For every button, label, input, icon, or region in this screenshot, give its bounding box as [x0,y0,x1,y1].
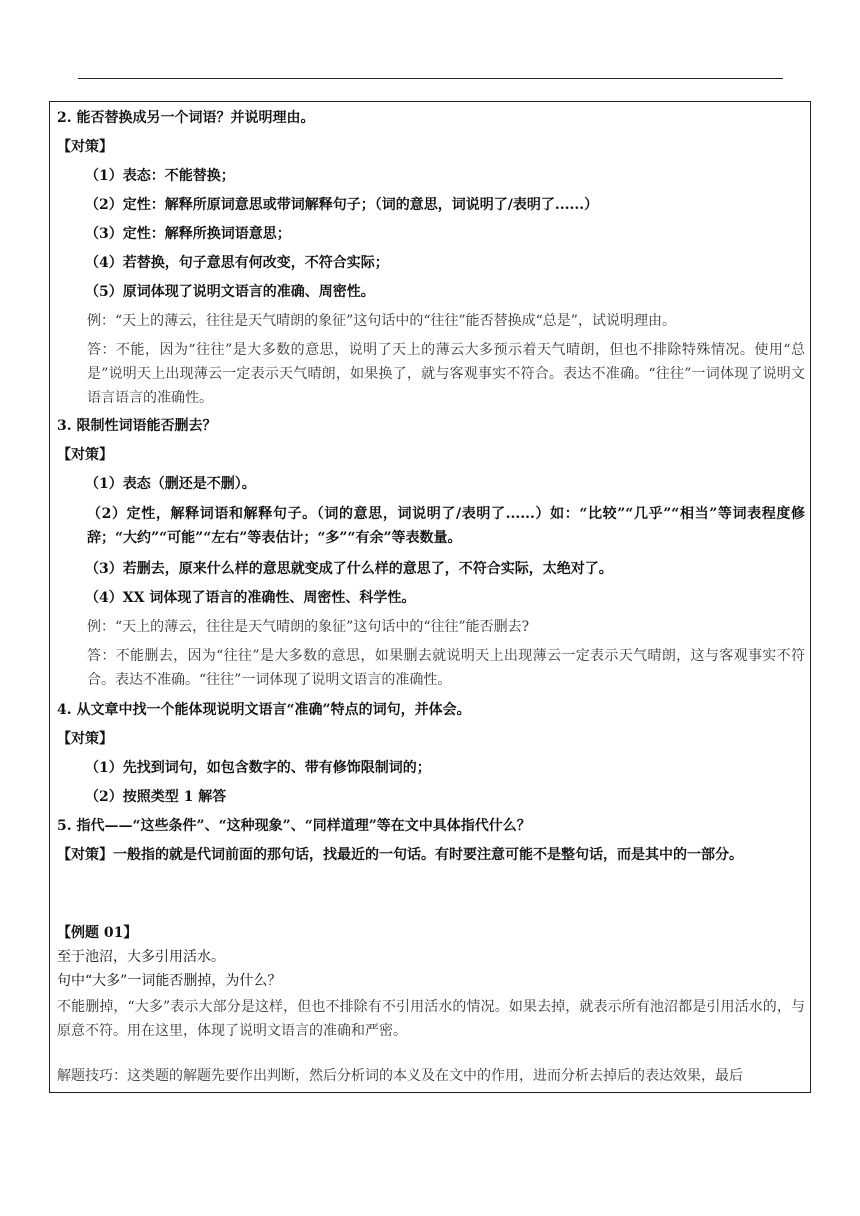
q3-answer: 答：不能删去，因为“往往”是大多数的意思，如果删去就说明天上出现薄云一定表示天气晴朗，这与客观事实不符合。表达不准确。“往往”一词体现了说明文语言的准确性。 [87,648,805,688]
q2-answer: 答：不能，因为“往往”是大多数的意思，说明了天上的薄云大多预示着天气晴朗，但也不排除特殊情况。使用“总是”说明天上出现薄云一定表示天气晴朗，如果换了，就与客观事实不符合。表达不准确。“往往”一词体现了说明文语言语言的准确性。 [87,342,806,406]
q2-step-1: （1）表态：不能替换； [85,168,235,184]
example01-label: 【例题 01】 [57,925,138,941]
q2-step-2: （2）定性：解释所原词意思或带词解释句子；（词的意思，词说明了/表明了......） [85,197,599,213]
example01-question: 句中“大多”一词能否删掉，为什么？ [57,973,282,989]
header-rule [78,78,783,79]
q3-step-4: （4）XX 词体现了语言的准确性、周密性、科学性。 [85,590,416,606]
example01-text: 至于池沼，大多引用活水。 [57,949,225,965]
q5-strategy: 【对策】一般指的就是代词前面的那句话，找最近的一句话。有时要注意可能不是整句话，而是其中的一部分。 [57,847,743,863]
q2-step-3: （3）定性：解释所换词语意思； [85,226,291,242]
q3-example: 例：“天上的薄云，往往是天气晴朗的象征”这句话中的“往往”能否删去? [87,619,530,635]
q2-step-5: （5）原词体现了说明文语言的准确、周密性。 [85,284,375,300]
q3-strategy-label: 【对策】 [57,447,113,463]
q3-heading: 3. 限制性词语能否删去？ [57,418,217,434]
content-box [49,101,811,1093]
q3-step-2: （2）定性，解释词语和解释句子。（词的意思，词说明了/表明了......）如：“比较”“几乎”“相当”等词表程度修辞；“大约”“可能”“左右”等表估计；“多”“有余”等表数量。 [87,506,805,546]
q2-example: 例：“天上的薄云，往往是天气晴朗的象征”这句话中的“往往”能否替换成“总是”，试说明理由。 [87,313,676,329]
q3-step-1: （1）表态（删还是不删）。 [85,476,256,492]
example01-answer: 不能删掉，“大多”表示大部分是这样，但也不排除有不引用活水的情况。如果去掉，就表示所有池沼都是引用活水的，与原意不符。用在这里，体现了说明文语言的准确和严密。 [57,999,805,1039]
q2-heading: 2. 能否替换成另一个词语？并说明理由。 [57,110,315,126]
q3-step-3: （3）若删去，原来什么样的意思就变成了什么样的意思了，不符合实际，太绝对了。 [85,561,613,577]
q4-strategy-label: 【对策】 [57,731,113,747]
q5-heading: 5. 指代——“这些条件”、“这种现象”、“同样道理”等在文中具体指代什么？ [57,818,531,834]
q2-step-4: （4）若替换，句子意思有何改变，不符合实际； [85,255,389,271]
q4-step-1: （1）先找到词句，如包含数字的、带有修饰限制词的； [85,760,431,776]
q4-heading: 4. 从文章中找一个能体现说明文语言“准确”特点的词句，并体会。 [57,702,471,718]
q4-step-2: （2）按照类型 1 解答 [85,789,227,805]
example01-tip: 解题技巧：这类题的解题先要作出判断，然后分析词的本义及在文中的作用，进而分析去掉后的表达效果，最后 [57,1068,743,1084]
q2-strategy-label: 【对策】 [57,139,113,155]
